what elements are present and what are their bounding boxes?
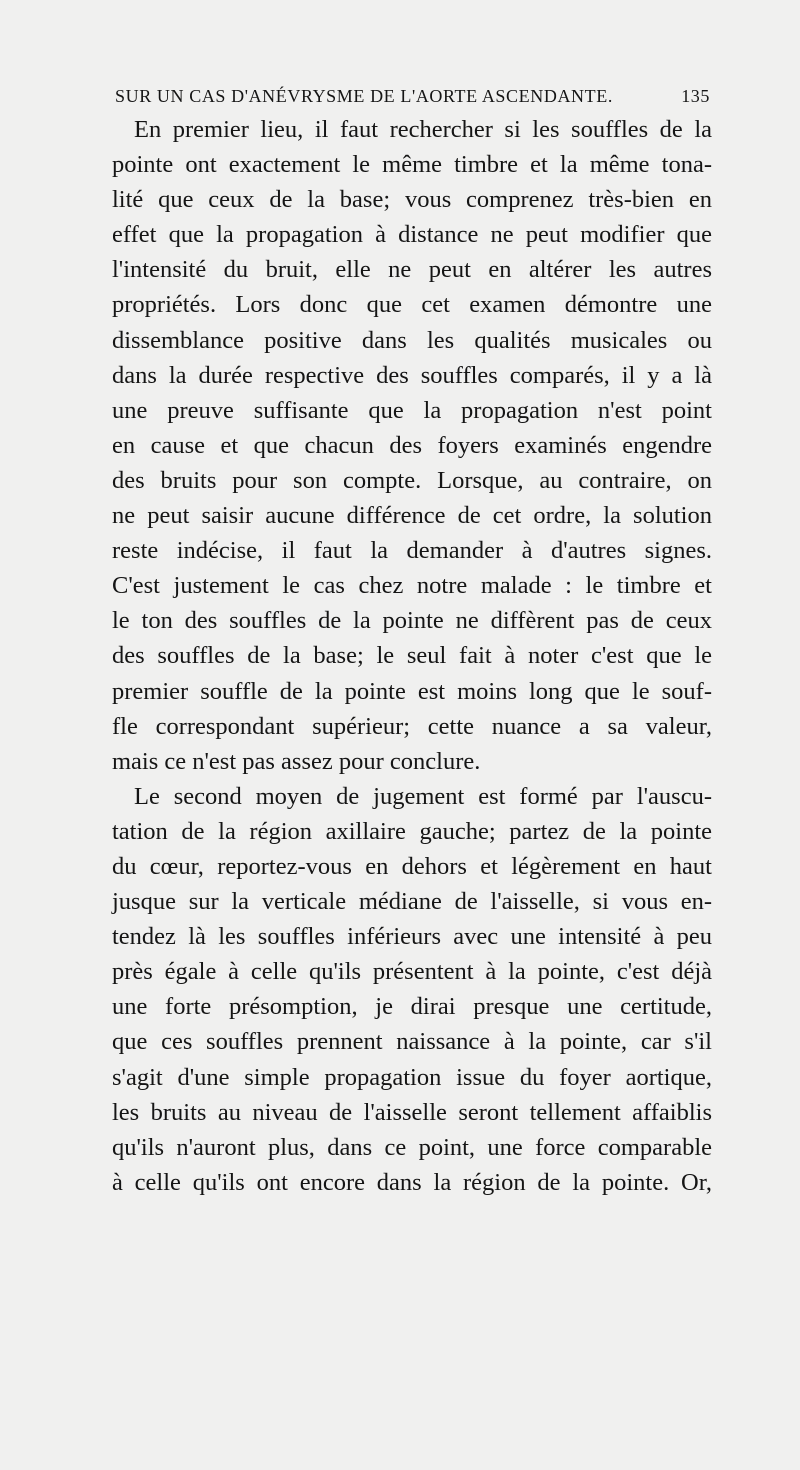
text-line: tation de la région axillaire gauche; partez de la pointe [112,817,712,845]
text-line: des souffles de la base; le seul fait à noter c'est que le [112,642,712,670]
text-line: les bruits au niveau de l'aisselle seront tellement affaiblis [112,1098,712,1126]
text-line: une forte présomption, je dirai presque une certitude, [112,993,712,1021]
text-line: mais ce n'est pas assez pour conclure. [112,747,481,775]
text-line: des bruits pour son compte. Lorsque, au contraire, on [112,466,712,494]
text-line: qu'ils n'auront plus, dans ce point, une force comparable [112,1133,712,1161]
text-line: près égale à celle qu'ils présentent à la pointe, c'est déjà [112,958,712,986]
text-line: l'intensité du bruit, elle ne peut en altérer les autres [112,256,712,284]
text-line: lité que ceux de la base; vous comprenez très-bien en [112,186,712,214]
body-text [112,112,712,1200]
text-line: ne peut saisir aucune différence de cet ordre, la solution [112,502,712,530]
text-line: reste indécise, il faut la demander à d'autres signes. [112,537,712,565]
text-line: une preuve suffisante que la propagation n'est point [112,396,712,424]
text-line: C'est justement le cas chez notre malade : le timbre et [112,572,712,600]
running-head [115,86,710,110]
text-line: le ton des souffles de la pointe ne diffèrent pas de ceux [112,607,712,635]
text-line: propriétés. Lors donc que cet examen démontre une [112,291,712,319]
page-number: 135 [681,86,710,106]
text-line: premier souffle de la pointe est moins long que le souf- [112,677,712,705]
text-line: En premier lieu, il faut rechercher si les souffles de la [134,116,712,143]
text-line: pointe ont exactement le même timbre et la même tona- [112,151,712,179]
text-line: s'agit d'une simple propagation issue du foyer aortique, [112,1063,712,1091]
text-line: que ces souffles prennent naissance à la pointe, car s'il [112,1028,712,1056]
text-line: tendez là les souffles inférieurs avec une intensité à peu [112,923,712,951]
text-line: Le second moyen de jugement est formé par l'auscu- [134,782,712,810]
text-line: jusque sur la verticale médiane de l'aisselle, si vous en- [112,888,712,916]
text-line: en cause et que chacun des foyers examinés engendre [112,431,712,459]
text-line: dans la durée respective des souffles comparés, il y a là [112,361,712,389]
text-line: effet que la propagation à distance ne peut modifier que [112,221,712,249]
text-line: dissemblance positive dans les qualités musicales ou [112,326,712,354]
text-line: à celle qu'ils ont encore dans la région de la pointe. Or, [112,1168,712,1196]
running-title: SUR UN CAS D'ANÉVRYSME DE L'AORTE ASCENDANTE. [115,86,613,106]
text-line: du cœur, reportez-vous en dehors et légèrement en haut [112,852,712,880]
text-line: fle correspondant supérieur; cette nuance a sa valeur, [112,712,712,740]
